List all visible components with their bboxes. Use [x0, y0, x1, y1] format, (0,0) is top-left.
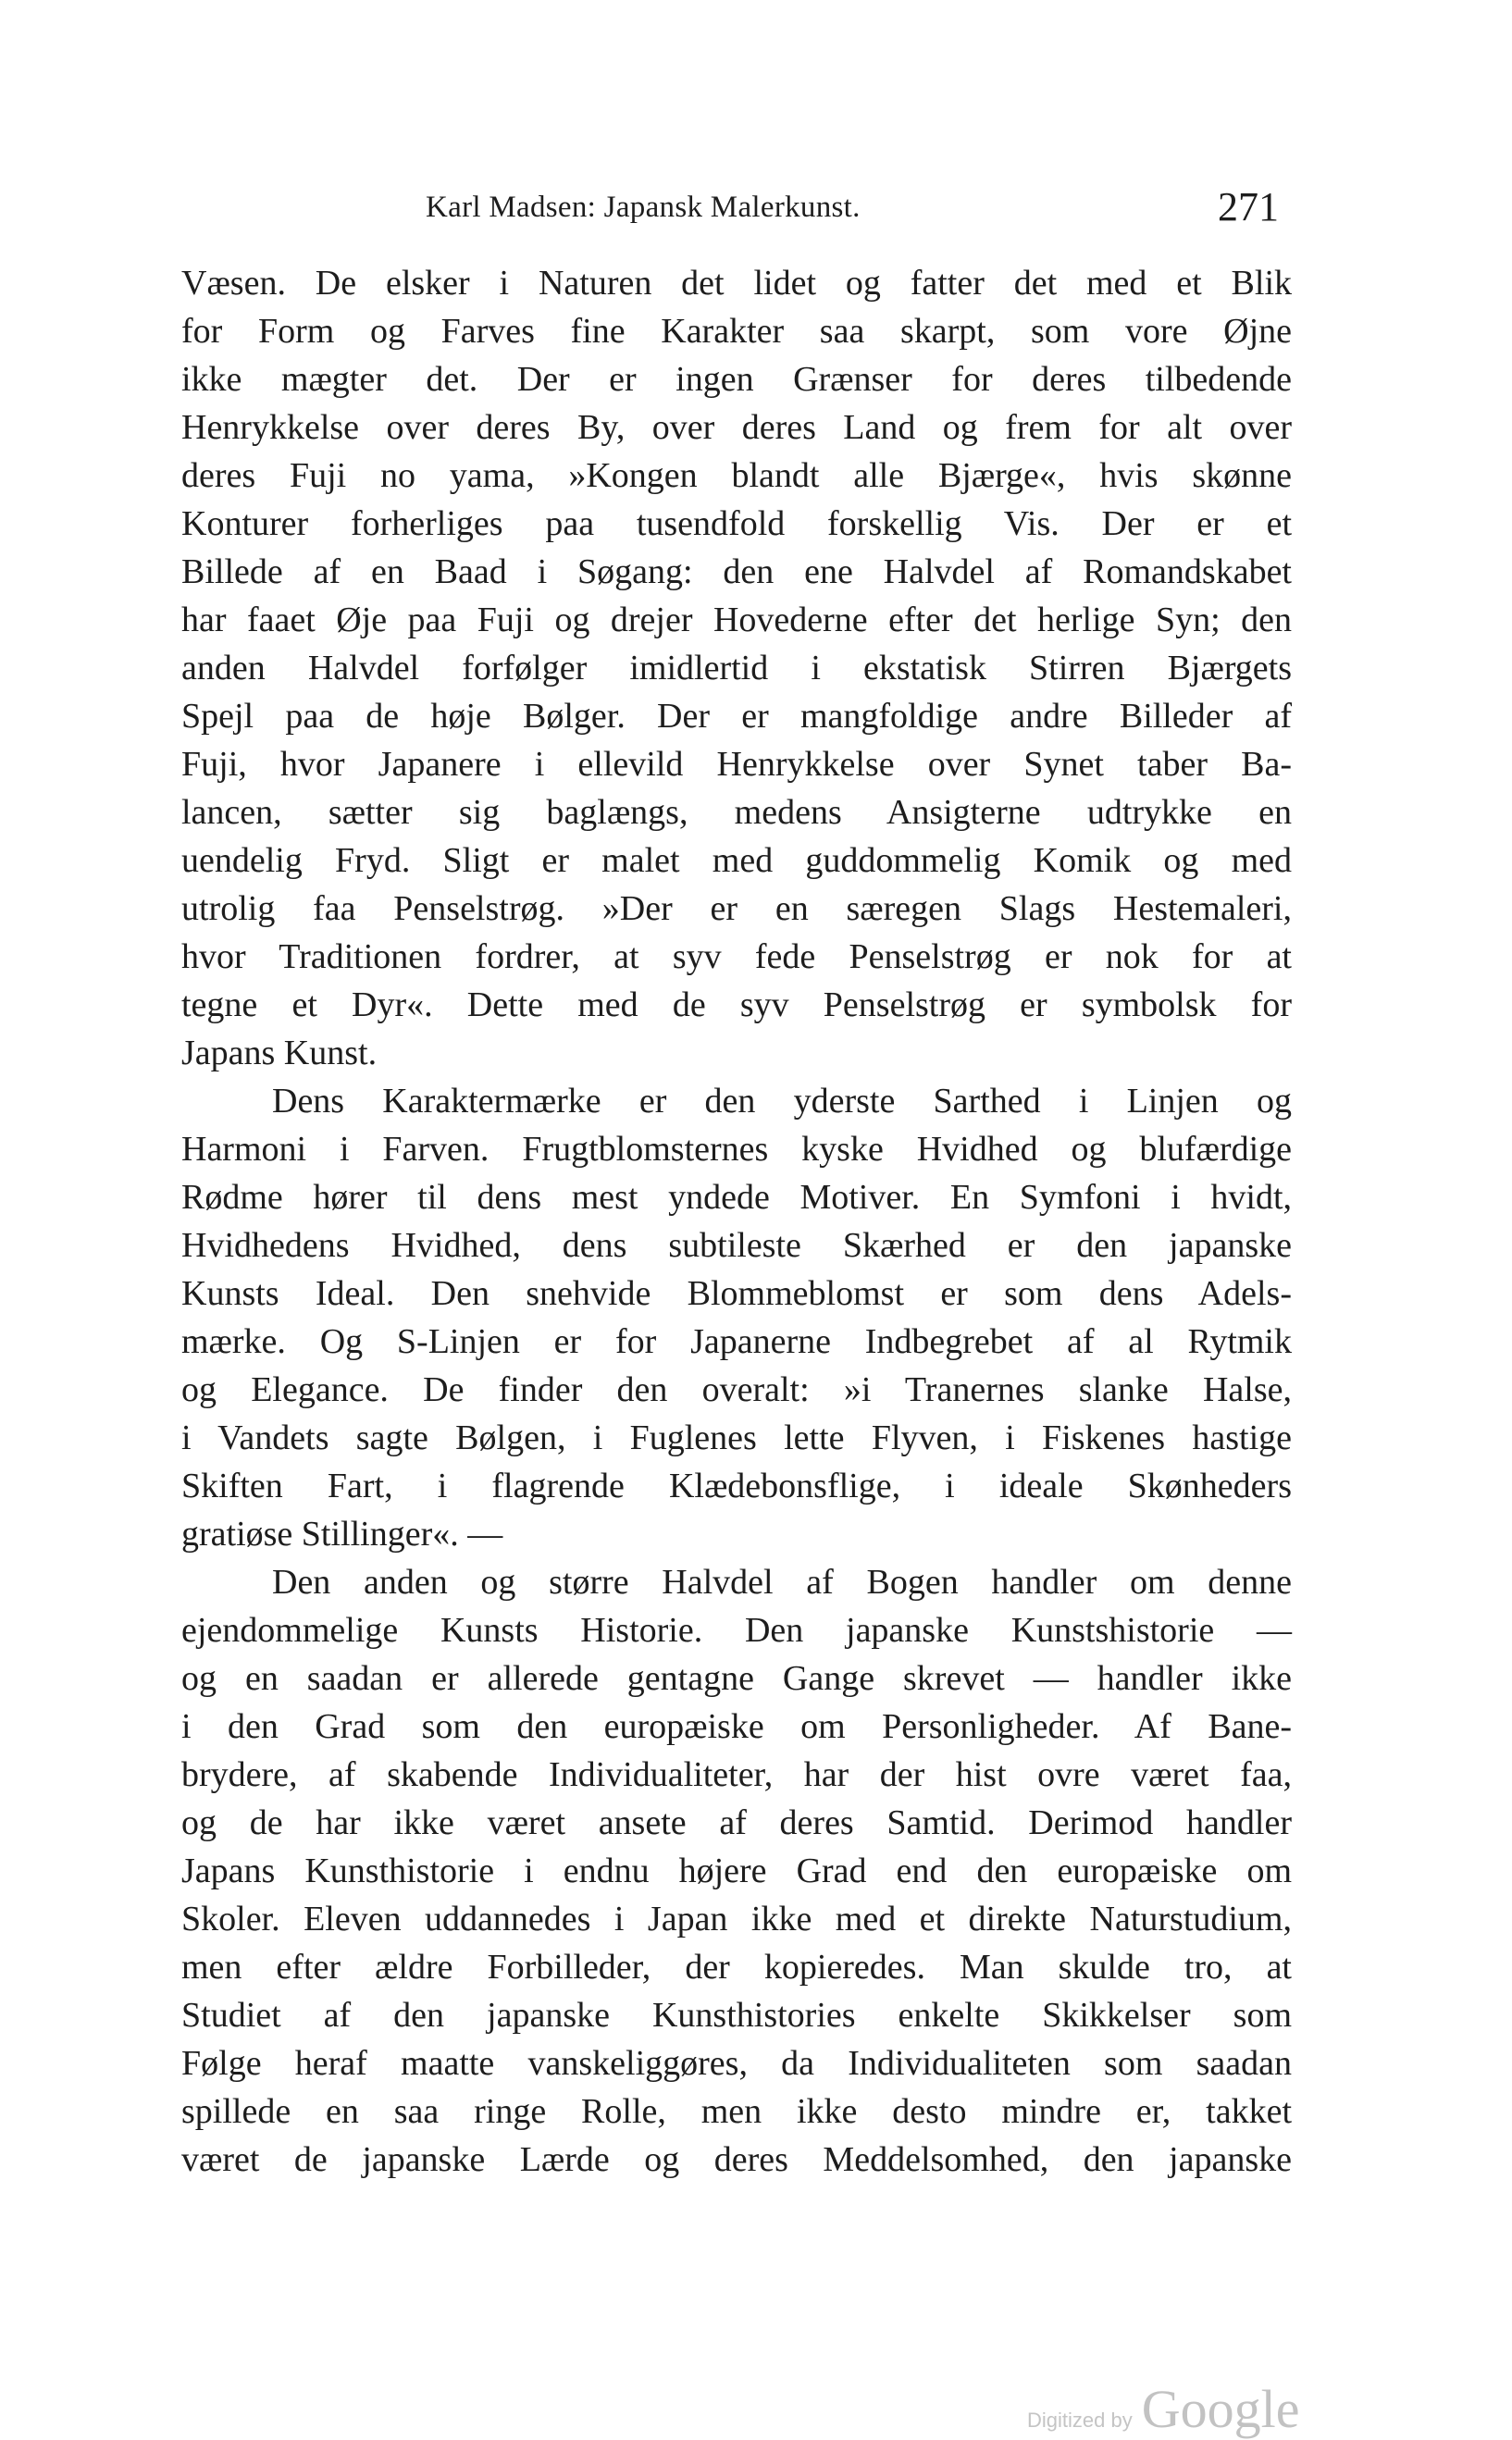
text-line: utrolig faa Penselstrøg. »Der er en særegen Slags Hestemaleri, [181, 889, 1292, 928]
digitized-by-watermark [1027, 2378, 1299, 2440]
text-line: lancen, sætter sig baglængs, medens Ansigterne udtrykke en [181, 793, 1292, 832]
text-line: Japans Kunst. [181, 1034, 378, 1072]
text-line: Harmoni i Farven. Frugtblomsternes kyske Hvidhed og blufærdige [181, 1130, 1292, 1169]
text-line: i Vandets sagte Bølgen, i Fuglenes lette Flyven, i Fiskenes hastige [181, 1418, 1292, 1457]
text-line: Skiften Fart, i flagrende Klædebonsflige, i ideale Skønheders [181, 1467, 1292, 1505]
text-line: ikke mægter det. Der er ingen Grænser for deres tilbedende [181, 360, 1292, 399]
text-line: og de har ikke været ansete af deres Samtid. Derimod handler [181, 1803, 1292, 1842]
text-line: uendelig Fryd. Sligt er malet med guddommelig Komik og med [181, 841, 1292, 880]
text-line: tegne et Dyr«. Dette med de syv Penselstrøg er symbolsk for [181, 985, 1292, 1024]
text-line: Billede af en Baad i Søgang: den ene Halvdel af Romandskabet [181, 552, 1292, 591]
text-line: Fuji, hvor Japanere i ellevild Henrykkelse over Synet taber Ba- [181, 745, 1292, 784]
text-line: Skoler. Eleven uddannedes i Japan ikke med et direkte Naturstudium, [181, 1900, 1292, 1938]
text-line: hvor Traditionen fordrer, at syv fede Penselstrøg er nok for at [181, 937, 1292, 976]
text-line: Følge heraf maatte vanskeliggøres, da Individualiteten som saadan [181, 2044, 1292, 2083]
text-line: Rødme hører til dens mest yndede Motiver. En Symfoni i hvidt, [181, 1178, 1292, 1217]
paragraph-start-line: Dens Karaktermærke er den yderste Sarthed i Linjen og [272, 1082, 1292, 1121]
text-line: Japans Kunsthistorie i endnu højere Grad end den europæiske om [181, 1852, 1292, 1890]
text-line: mærke. Og S-Linjen er for Japanerne Indbegrebet af al Rytmik [181, 1322, 1292, 1361]
text-line: Studiet af den japanske Kunsthistories enkelte Skikkelser som [181, 1996, 1292, 2035]
text-line: spillede en saa ringe Rolle, men ikke desto mindre er, takket [181, 2092, 1292, 2131]
text-line: Hvidhedens Hvidhed, dens subtileste Skærhed er den japanske [181, 1226, 1292, 1265]
text-line: Væsen. De elsker i Naturen det lidet og fatter det med et Blik [181, 264, 1292, 303]
text-line: Henrykkelse over deres By, over deres Land og frem for alt over [181, 408, 1292, 447]
body-text [181, 259, 1292, 2184]
text-line: for Form og Farves fine Karakter saa skarpt, som vore Øjne [181, 312, 1292, 351]
text-line: anden Halvdel forfølger imidlertid i ekstatisk Stirren Bjærgets [181, 649, 1292, 687]
text-line: Spejl paa de høje Bølger. Der er mangfoldige andre Billeder af [181, 697, 1292, 736]
text-line: deres Fuji no yama, »Kongen blandt alle Bjærge«, hvis skønne [181, 456, 1292, 495]
text-line: brydere, af skabende Individualiteter, har der hist ovre været faa, [181, 1755, 1292, 1794]
text-line: i den Grad som den europæiske om Personligheder. Af Bane- [181, 1707, 1292, 1746]
page-number: 271 [1218, 184, 1279, 229]
digitized-label: Digitized by [1027, 2409, 1133, 2432]
text-line: men efter ældre Forbilleder, der kopieredes. Man skulde tro, at [181, 1948, 1292, 1987]
text-line: og en saadan er allerede gentagne Gange skrevet — handler ikke [181, 1659, 1292, 1698]
text-line: Konturer forherliges paa tusendfold forskellig Vis. Der er et [181, 504, 1292, 543]
running-title: Karl Madsen: Japansk Malerkunst. [426, 191, 861, 224]
text-line: ejendommelige Kunsts Historie. Den japanske Kunstshistorie — [181, 1611, 1292, 1650]
google-logo: Google [1141, 2379, 1300, 2439]
text-line: Kunsts Ideal. Den snehvide Blommeblomst er som dens Adels- [181, 1274, 1292, 1313]
page-header [181, 183, 1292, 239]
paragraph-start-line: Den anden og større Halvdel af Bogen handler om denne [272, 1563, 1292, 1602]
text-line: været de japanske Lærde og deres Meddelsomhed, den japanske [181, 2140, 1292, 2179]
text-line: har faaet Øje paa Fuji og drejer Hovederne efter det herlige Syn; den [181, 601, 1292, 639]
text-line: og Elegance. De finder den overalt: »i Tranernes slanke Halse, [181, 1370, 1292, 1409]
text-line: gratiøse Stillinger«. — [181, 1515, 503, 1554]
